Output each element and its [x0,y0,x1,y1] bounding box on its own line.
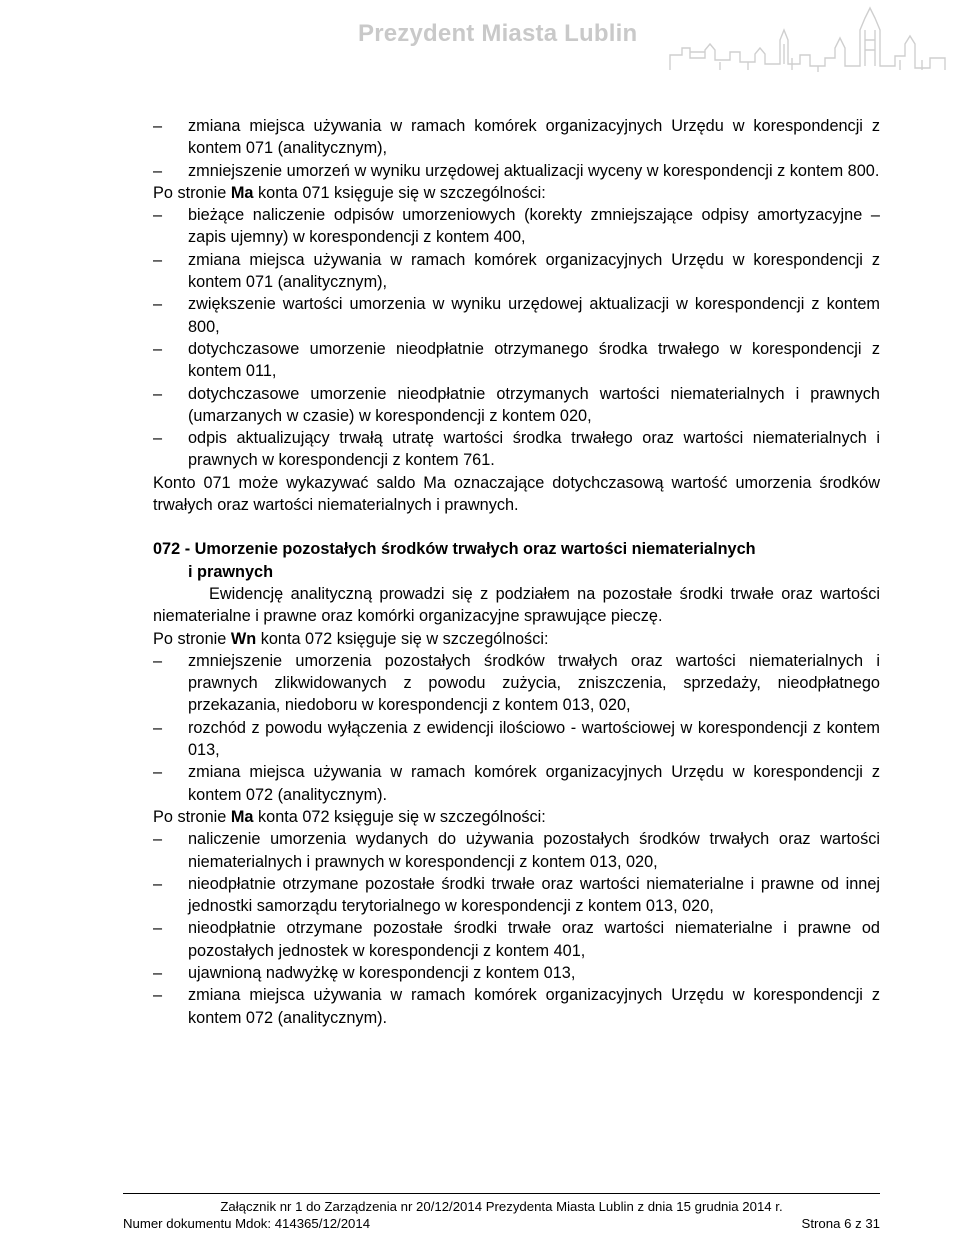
footer-doc-number: Numer dokumentu Mdok: 414365/12/2014 [123,1216,371,1231]
list-item: – bieżące naliczenie odpisów umorzeniowych (korekty zmniejszające odpisy amortyzacyjne – zapis ujemny) w korespondencji z kontem 400, [153,204,880,249]
section-072-title-line2: i prawnych [188,562,274,581]
list-item: – zmniejszenie umorzeń w wyniku urzędowej aktualizacji wyceny w korespondencji z kontem 800. [153,160,880,182]
header-title: Prezydent Miasta Lublin [358,20,638,47]
list-item: – dotychczasowe umorzenie nieodpłatnie otrzymanego środka trwałego w korespondencji z kontem 011, [153,338,880,383]
list-item: – zmiana miejsca używania w ramach komórek organizacyjnych Urzędu w korespondencji z kontem 072 (analitycznym). [153,761,880,806]
ma071-suffix: konta 071 księguje się w szczególności: [258,183,546,202]
document-body [153,115,880,1029]
top-list [153,115,880,182]
ma071-prefix: Po stronie [153,183,227,202]
wn072-heading [153,628,880,650]
footer-meta [123,1216,880,1231]
list-item: – dotychczasowe umorzenie nieodpłatnie otrzymanych wartości niematerialnych i prawnych (umarzanych w czasie) w korespondencji z kontem 020, [153,383,880,428]
ma071-heading [153,182,880,204]
list-item: – zmiana miejsca używania w ramach komórek organizacyjnych Urzędu w korespondencji z kontem 072 (analitycznym). [153,984,880,1029]
list-item: – zwiększenie wartości umorzenia w wyniku urzędowej aktualizacji w korespondencji z kontem 800, [153,293,880,338]
ma071-list [153,204,880,472]
city-skyline-icon [660,0,960,75]
ma072-suffix: konta 072 księguje się w szczególności: [258,807,546,826]
footer-page-number: Strona 6 z 31 [801,1216,880,1231]
section-072-title-line1: 072 - Umorzenie pozostałych środków trwałych oraz wartości niematerialnych [153,540,756,559]
ma072-list [153,828,880,1029]
list-item: – zmiana miejsca używania w ramach komórek organizacyjnych Urzędu w korespondencji z kontem 071 (analitycznym), [153,115,880,160]
section-072-title [153,538,880,583]
wn072-list [153,650,880,806]
list-item: – rozchód z powodu wyłączenia z ewidencji ilościowo - wartościowej w korespondencji z kontem 013, [153,717,880,762]
list-item: – nieodpłatnie otrzymane pozostałe środki trwałe oraz wartości niematerialne i prawne od pozostałych jednostek w korespondencji z kontem 401, [153,917,880,962]
ma072-bold: Ma [230,807,254,826]
list-item: – zmiana miejsca używania w ramach komórek organizacyjnych Urzędu w korespondencji z kontem 071 (analitycznym), [153,249,880,294]
list-item: – naliczenie umorzenia wydanych do używania pozostałych środków trwałych oraz wartości niematerialnych i prawnych w korespondencji z kontem 013, 020, [153,828,880,873]
section-072-intro: Ewidencję analityczną prowadzi się z podziałem na pozostałe środki trwałe oraz wartości niematerialne i prawne oraz komórki organizacyjne sprawujące pieczę. [153,584,880,626]
ma071-bold: Ma [230,183,254,202]
wn072-suffix: konta 072 księguje się w szczególności: [260,629,549,648]
wn072-bold: Wn [230,629,257,648]
konto071-paragraph: Konto 071 może wykazywać saldo Ma oznaczające dotychczasową wartość umorzenia środków trwałych oraz wartości niematerialnych i prawnych. [153,473,880,515]
ma072-heading [153,806,880,828]
list-item: – odpis aktualizujący trwałą utratę wartości środka trwałego oraz wartości niematerialnych i prawnych w korespondencji z kontem 761. [153,427,880,472]
footer-divider [123,1193,880,1194]
list-item: – ujawnioną nadwyżkę w korespondencji z kontem 013, [153,962,880,984]
wn072-prefix: Po stronie [153,629,227,648]
ma072-prefix: Po stronie [153,807,227,826]
list-item: – zmniejszenie umorzenia pozostałych środków trwałych oraz wartości niematerialnych i prawnych zlikwidowanych z powodu zużycia, zniszczenia, sprzedaży, nieodpłatnego przekazania, niedoboru w korespondencji z kontem 013, 020, [153,650,880,717]
footer-attachment: Załącznik nr 1 do Zarządzenia nr 20/12/2014 Prezydenta Miasta Lublin z dnia 15 grudnia 2014 r. [220,1199,783,1214]
list-item: – nieodpłatnie otrzymane pozostałe środki trwałe oraz wartości niematerialne i prawne od innej jednostki samorządu terytorialnego w korespondencji z kontem 013, 020, [153,873,880,918]
